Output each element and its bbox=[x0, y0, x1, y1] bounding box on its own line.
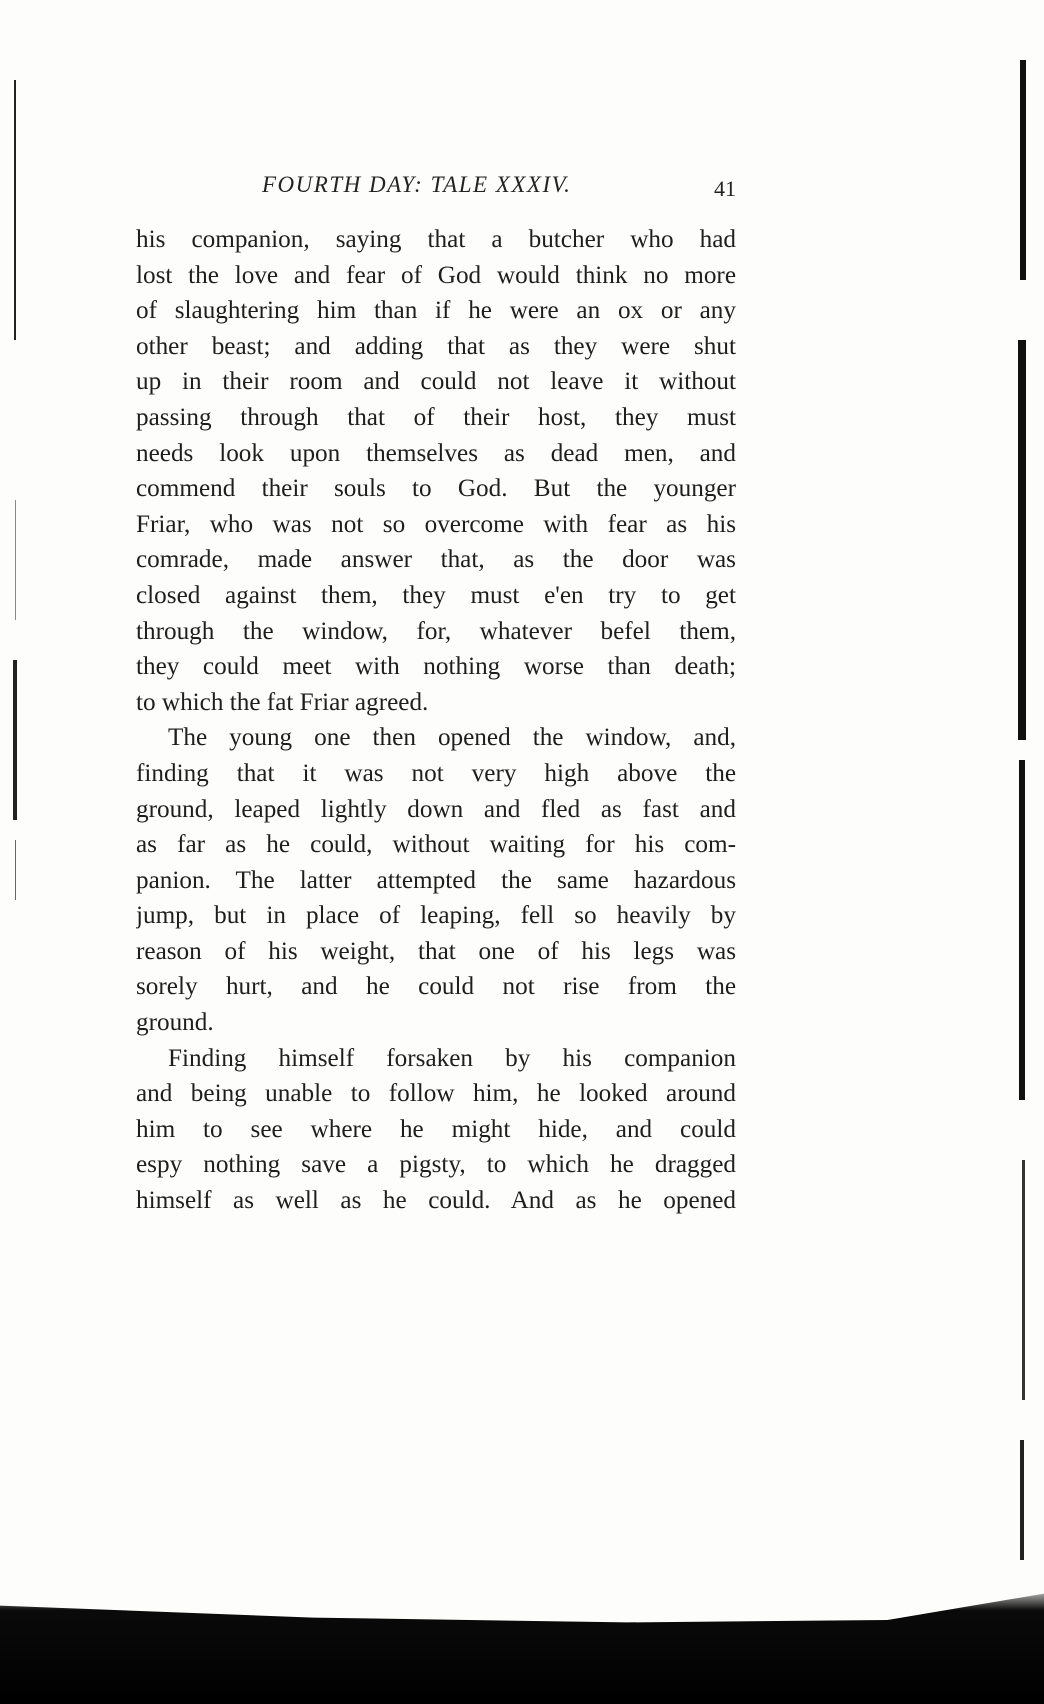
text-line: lost the love and fear of God would think no more bbox=[136, 261, 736, 289]
paragraph bbox=[136, 222, 736, 720]
text-line: and being unable to follow him, he looked around bbox=[136, 1080, 736, 1108]
text-line: him to see where he might hide, and could bbox=[136, 1115, 736, 1143]
text-line: they could meet with nothing worse than death; bbox=[136, 653, 736, 681]
text-line: ground, leaped lightly down and fled as fast and bbox=[136, 795, 736, 823]
scan-bottom-shadow bbox=[0, 1584, 1044, 1704]
text-line: Finding himself forsaken by his companion bbox=[168, 1044, 736, 1072]
text-line: as far as he could, without waiting for his com- bbox=[136, 831, 736, 859]
page-number: 41 bbox=[714, 176, 736, 201]
text-line: comrade, made answer that, as the door was bbox=[136, 546, 736, 574]
running-title: FOURTH DAY: TALE XXXIV. bbox=[262, 172, 572, 197]
text-line: jump, but in place of leaping, fell so heavily by bbox=[136, 902, 736, 930]
paragraph bbox=[136, 720, 736, 1040]
text-line: reason of his weight, that one of his legs was bbox=[136, 937, 736, 965]
text-line: sorely hurt, and he could not rise from the bbox=[136, 973, 736, 1001]
text-line: through the window, for, whatever befel them, bbox=[136, 617, 736, 645]
text-line: passing through that of their host, they must bbox=[136, 403, 736, 431]
paragraph bbox=[136, 1041, 736, 1219]
running-head bbox=[136, 172, 736, 212]
text-line: The young one then opened the window, and, bbox=[168, 724, 736, 752]
text-line: closed against them, they must e'en try to get bbox=[136, 581, 736, 609]
text-line: up in their room and could not leave it without bbox=[136, 368, 736, 396]
text-line: needs look upon themselves as dead men, and bbox=[136, 439, 736, 467]
body-text bbox=[136, 222, 736, 1219]
text-line: to which the fat Friar agreed. bbox=[136, 688, 429, 716]
text-line: commend their souls to God. But the younger bbox=[136, 475, 736, 503]
text-line: panion. The latter attempted the same hazardous bbox=[136, 866, 736, 894]
text-line: himself as well as he could. And as he opened bbox=[136, 1187, 736, 1215]
text-line: espy nothing save a pigsty, to which he dragged bbox=[136, 1151, 736, 1179]
scan-left-edge-marks bbox=[10, 80, 22, 1380]
text-line: other beast; and adding that as they were shut bbox=[136, 332, 736, 360]
scan-right-gutter bbox=[1010, 60, 1036, 1630]
text-line: Friar, who was not so overcome with fear as his bbox=[136, 510, 736, 538]
text-line: of slaughtering him than if he were an ox or any bbox=[136, 297, 736, 325]
text-line: ground. bbox=[136, 1009, 214, 1037]
text-line: his companion, saying that a butcher who had bbox=[136, 226, 736, 253]
text-line: finding that it was not very high above the bbox=[136, 759, 736, 787]
